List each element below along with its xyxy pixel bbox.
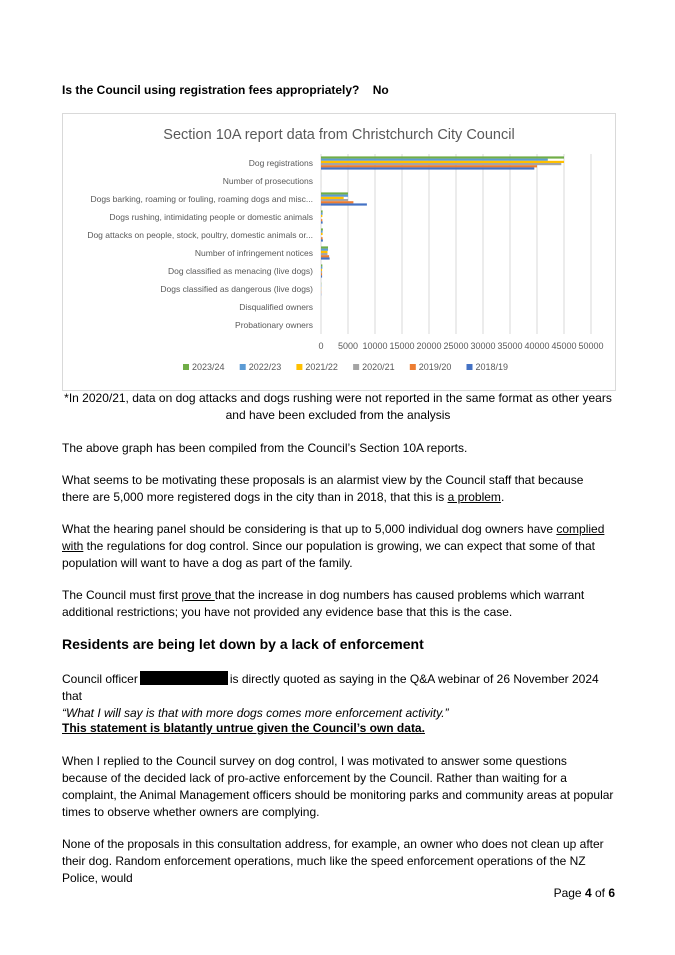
legend-swatch — [296, 364, 302, 370]
bar — [321, 231, 323, 233]
chart-container — [62, 113, 616, 391]
legend-swatch — [467, 364, 473, 370]
text-segment: that the increase in dog numbers has caused problems which warrant additional restrictions; you have not provided any evidence base that this is the case. — [62, 588, 585, 619]
page-current: 4 — [584, 886, 592, 900]
x-tick-label: 15000 — [389, 341, 415, 351]
bar — [321, 161, 564, 163]
legend-swatch — [353, 364, 359, 370]
x-tick-label: 0 — [318, 341, 324, 351]
x-tick-label: 10000 — [362, 341, 388, 351]
bar — [321, 269, 322, 271]
bar — [321, 201, 353, 203]
bar-chart — [63, 114, 615, 390]
redaction-block — [140, 671, 228, 685]
paragraph-officer-quote — [62, 671, 614, 722]
chart-footnote: *In 2020/21, data on dog attacks and dogs rushing were not reported in the same format as other years and have been excluded from the analysis — [64, 391, 612, 422]
section-heading: Residents are being let down by a lack of enforcement — [62, 636, 424, 652]
officer-quote: “What I will say is that with more dogs comes more enforcement activity.” — [62, 706, 449, 720]
bar — [321, 203, 367, 205]
bar — [321, 251, 327, 253]
x-tick-label: 25000 — [443, 341, 469, 351]
bar — [321, 271, 322, 273]
intro-answer: No — [372, 83, 389, 97]
bar — [321, 228, 323, 230]
x-tick-label: 45000 — [551, 341, 577, 351]
bar — [321, 199, 348, 201]
bar — [321, 159, 548, 161]
bar — [321, 275, 322, 277]
page-of: of — [591, 886, 609, 900]
x-tick-label: 20000 — [416, 341, 442, 351]
x-tick-label: 5000 — [337, 341, 359, 351]
x-tick-label: 40000 — [524, 341, 550, 351]
x-tick-label: 30000 — [470, 341, 496, 351]
bar — [321, 215, 322, 217]
category-label: Disqualified owners — [239, 302, 313, 312]
legend-label: 2022/23 — [248, 362, 282, 372]
legend-label: 2021/22 — [305, 362, 338, 372]
paragraph-source: The above graph has been compiled from the Council’s Section 10A reports. — [62, 441, 468, 455]
bar — [321, 219, 322, 221]
legend-label: 2019/20 — [418, 362, 452, 372]
text-segment: . — [500, 490, 505, 504]
text-segment: Council officer — [62, 672, 138, 686]
text-segment: is directly quoted as saying in the Q&A webinar of 26 November 2024 that — [62, 672, 599, 703]
text-segment: What the hearing panel should be considering is that up to 5,000 individual dog owners have — [62, 522, 557, 536]
bar — [321, 165, 537, 167]
bar — [321, 273, 322, 275]
legend-swatch — [240, 364, 246, 370]
paragraph-council-prove — [62, 587, 614, 621]
text-segment: The Council must first — [62, 588, 182, 602]
category-label: Dog classified as menacing (live dogs) — [167, 266, 313, 276]
page-footer — [554, 886, 615, 900]
category-label: Probationary owners — [235, 320, 313, 330]
category-label: Dogs rushing, intimidating people or domestic animals — [109, 212, 313, 222]
bar — [321, 210, 323, 212]
bar — [321, 255, 329, 257]
bar — [321, 257, 330, 259]
legend-swatch — [183, 364, 189, 370]
category-label: Dog registrations — [248, 158, 313, 168]
bar — [321, 213, 323, 215]
x-tick-label: 35000 — [497, 341, 523, 351]
bar — [321, 267, 322, 269]
underlined-phrase: complied with — [62, 522, 605, 553]
bar — [321, 246, 328, 248]
underlined-phrase: a problem — [447, 490, 501, 504]
legend-swatch — [410, 364, 416, 370]
text-segment: What seems to be motivating these proposals is an alarmist view by the Council staff that because there are 5,000 more registered dogs in the city than in 2018, that this is — [62, 473, 584, 504]
chart-title: Section 10A report data from Christchurch City Council — [163, 127, 515, 143]
intro-question-line — [62, 82, 614, 99]
bar — [321, 192, 348, 194]
bar — [321, 156, 564, 158]
x-tick-label: 50000 — [578, 341, 604, 351]
bar — [321, 197, 344, 199]
bar — [321, 264, 322, 266]
paragraph-alarmist-view — [62, 472, 614, 506]
bar — [321, 195, 348, 197]
bar — [321, 249, 328, 251]
text-segment: the regulations for dog control. Since our population is growing, we can expect that some of that population will want to have a dog as part of the family. — [62, 539, 595, 570]
category-label: Dog attacks on people, stock, poultry, domestic animals or... — [87, 230, 313, 240]
statement-untrue: This statement is blatantly untrue given the Council’s own data. — [62, 721, 425, 735]
legend-label: 2018/19 — [475, 362, 509, 372]
bar — [321, 167, 534, 169]
bar — [321, 237, 323, 239]
bar — [321, 221, 323, 223]
category-label: Number of infringement notices — [194, 248, 313, 258]
bar — [321, 253, 327, 255]
category-label: Number of prosecutions — [222, 176, 313, 186]
underlined-phrase: prove — [181, 588, 215, 602]
legend-label: 2023/24 — [192, 362, 225, 372]
paragraph-hearing-panel — [62, 521, 614, 572]
page-total: 6 — [608, 886, 615, 900]
bar — [321, 163, 561, 165]
category-label: Dogs classified as dangerous (live dogs) — [160, 284, 313, 294]
category-label: Dogs barking, roaming or fouling, roaming dogs and misc... — [90, 194, 313, 204]
intro-question: Is the Council using registration fees appropriately? — [62, 83, 360, 97]
legend-label: 2020/21 — [362, 362, 395, 372]
paragraph-proposals: None of the proposals in this consultation address, for example, an owner who does not clean up after their dog. Random enforcement operations, much like the speed enforcement operations of the NZ Police, would — [62, 837, 604, 885]
page-label: Page — [553, 886, 585, 900]
bar — [321, 239, 323, 241]
paragraph-survey: When I replied to the Council survey on dog control, I was motivated to answer some questions because of the decided lack of pro-active enforcement by the Council. Rather than waiting for a complaint, the Animal Management officers should be monitoring parks and community areas at popular times to observe whether owners are complying. — [62, 754, 614, 819]
bar — [321, 233, 323, 235]
